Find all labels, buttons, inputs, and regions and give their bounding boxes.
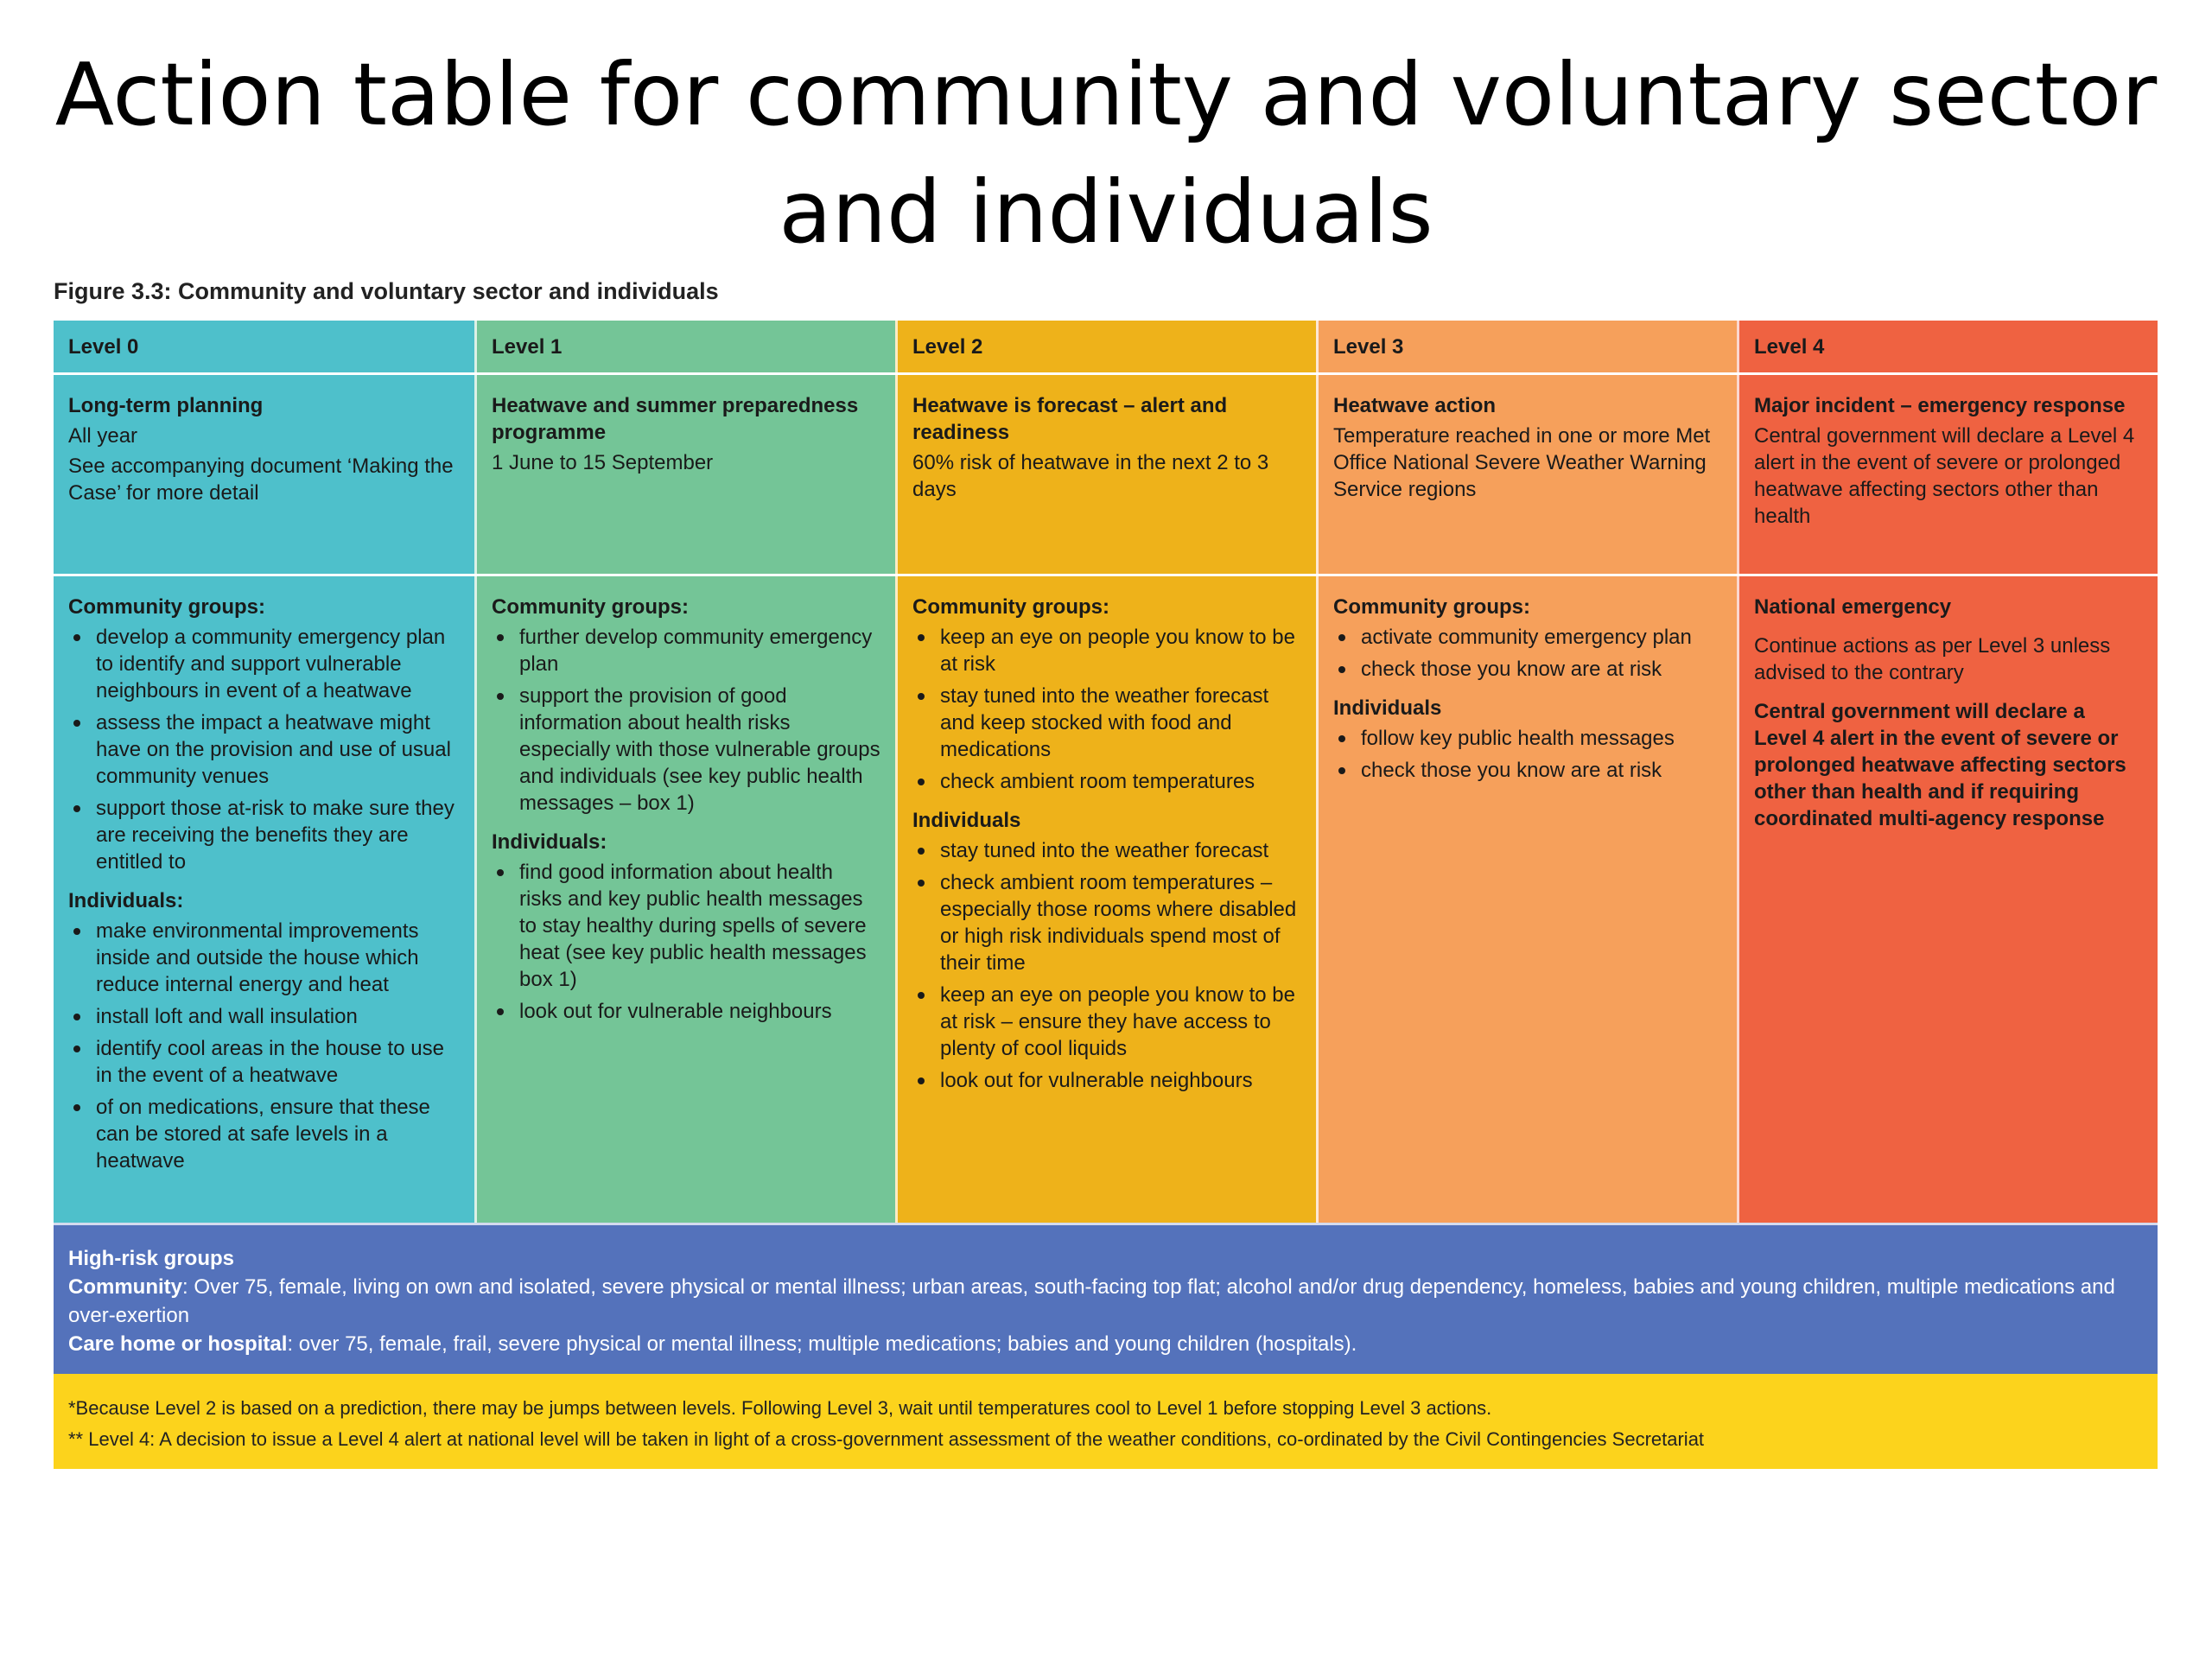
care-home-risk-line [68,1330,2143,1358]
high-risk-title: High-risk groups [68,1247,235,1270]
community-risk-text: : Over 75, female, living on own and isolated, severe physical or mental illness; urban areas, south-facing top flat; alcohol and/or drug dependency, homeless, babies and young children, multiple medications and over-exertion [68,1275,2115,1327]
list-item: look out for vulnerable neighbours [912,1067,1301,1094]
list-item: find good information about health risks and key public health messages to stay healthy during spells of severe heat (see key public health messages box 1) [492,859,880,993]
list-item: keep an eye on people you know to be at risk [912,624,1301,677]
list-item: support the provision of good information about health risks especially with those vulnerable groups and individuals (see key public health messages – box 1) [492,683,880,817]
individuals-heading: Individuals [912,809,1021,832]
footnote-level-2: *Because Level 2 is based on a prediction, there may be jumps between levels. Following Level 3, wait until temperatures cool to Level 1 before stopping Level 3 actions. [68,1397,1492,1419]
slide-title-line-2: and individuals [779,162,1433,263]
community-bullet-list [492,624,880,817]
phase-row [54,372,2158,574]
level-3-header: Level 3 [1316,321,1737,372]
list-item: check those you know are at risk [1333,656,1722,683]
phase-line: Central government will declare a Level 4 alert in the event of severe or prolonged heatwave affecting sectors other than health [1754,424,2135,528]
level-3-phase [1316,375,1737,574]
community-risk-line [68,1273,2143,1330]
list-item: install loft and wall insulation [68,1003,460,1030]
phase-line: 1 June to 15 September [492,451,714,474]
individuals-bullet-list [912,837,1301,1094]
care-home-risk-text: : over 75, female, frail, severe physical or mental illness; multiple medications; babies and young children (hospitals). [287,1332,1357,1356]
figure-caption: Figure 3.3: Community and voluntary sector and individuals [54,278,719,304]
phase-title: Long-term planning [68,394,264,417]
level-header-row [54,321,2158,372]
slide-title-line-1: Action table for community and voluntary sector [54,44,2158,145]
phase-title: Major incident – emergency response [1754,394,2126,417]
list-item: follow key public health messages [1333,725,1722,752]
community-bullet-list [912,624,1301,795]
level-4-actions [1737,576,2158,1223]
individuals-heading: Individuals: [492,830,607,854]
slide-title [0,36,2212,271]
level-1-header: Level 1 [474,321,895,372]
action-table [54,321,2158,1469]
list-item: activate community emergency plan [1333,624,1722,651]
phase-line: See accompanying document ‘Making the Case’ for more detail [68,454,454,505]
list-item: keep an eye on people you know to be at risk – ensure they have access to plenty of cool liquids [912,982,1301,1062]
community-risk-label: Community [68,1275,182,1299]
community-groups-heading: Community groups: [68,595,265,619]
phase-line: Temperature reached in one or more Met Office National Severe Weather Warning Service regions [1333,424,1711,501]
level-2-phase [895,375,1316,574]
list-item: support those at-risk to make sure they are receiving the benefits they are entitled to [68,795,460,875]
list-item: make environmental improvements inside and outside the house which reduce internal energy and heat [68,918,460,998]
list-item: stay tuned into the weather forecast [912,837,1301,864]
list-item: of on medications, ensure that these can be stored at safe levels in a heatwave [68,1094,460,1174]
list-item: check ambient room temperatures – especially those rooms where disabled or high risk individuals spend most of their time [912,869,1301,976]
phase-line: 60% risk of heatwave in the next 2 to 3 days [912,451,1269,501]
level-4-header: Level 4 [1737,321,2158,372]
level-1-actions [474,576,895,1223]
individuals-heading: Individuals [1333,696,1442,720]
level-0-header: Level 0 [54,321,474,372]
phase-line: All year [68,424,138,448]
individuals-heading: Individuals: [68,889,184,912]
level-0-actions [54,576,474,1223]
community-bullet-list [68,624,460,875]
national-emergency-heading: National emergency [1754,595,1952,619]
list-item: check ambient room temperatures [912,768,1301,795]
list-item: stay tuned into the weather forecast and keep stocked with food and medications [912,683,1301,763]
list-item: look out for vulnerable neighbours [492,998,880,1025]
level-3-actions [1316,576,1737,1223]
phase-title: Heatwave is forecast – alert and readiness [912,394,1228,444]
actions-row [54,574,2158,1223]
central-government-text: Central government will declare a Level 4 alert in the event of severe or prolonged heatwave affecting sectors other than health and if requiring coordinated multi-agency response [1754,700,2126,830]
phase-title: Heatwave and summer preparedness programme [492,394,859,444]
list-item: assess the impact a heatwave might have on the provision and use of usual community venues [68,709,460,790]
level-4-phase [1737,375,2158,574]
community-bullet-list [1333,624,1722,683]
level-0-phase [54,375,474,574]
continue-actions-text: Continue actions as per Level 3 unless advised to the contrary [1754,634,2111,684]
list-item: identify cool areas in the house to use in the event of a heatwave [68,1035,460,1089]
footnotes-panel [54,1374,2158,1469]
list-item: develop a community emergency plan to identify and support vulnerable neighbours in event of a heatwave [68,624,460,704]
level-1-phase [474,375,895,574]
community-groups-heading: Community groups: [1333,595,1530,619]
phase-title: Heatwave action [1333,394,1497,417]
level-2-actions [895,576,1316,1223]
community-groups-heading: Community groups: [492,595,689,619]
list-item: further develop community emergency plan [492,624,880,677]
individuals-bullet-list [492,859,880,1025]
high-risk-groups-panel [54,1223,2158,1374]
community-groups-heading: Community groups: [912,595,1109,619]
level-2-header: Level 2 [895,321,1316,372]
individuals-bullet-list [1333,725,1722,784]
footnote-level-4: ** Level 4: A decision to issue a Level 4 alert at national level will be taken in light of a cross-government assessment of the weather conditions, co-ordinated by the Civil Contingencies Secretariat [68,1428,1705,1450]
individuals-bullet-list [68,918,460,1174]
care-home-risk-label: Care home or hospital [68,1332,288,1356]
list-item: check those you know are at risk [1333,757,1722,784]
